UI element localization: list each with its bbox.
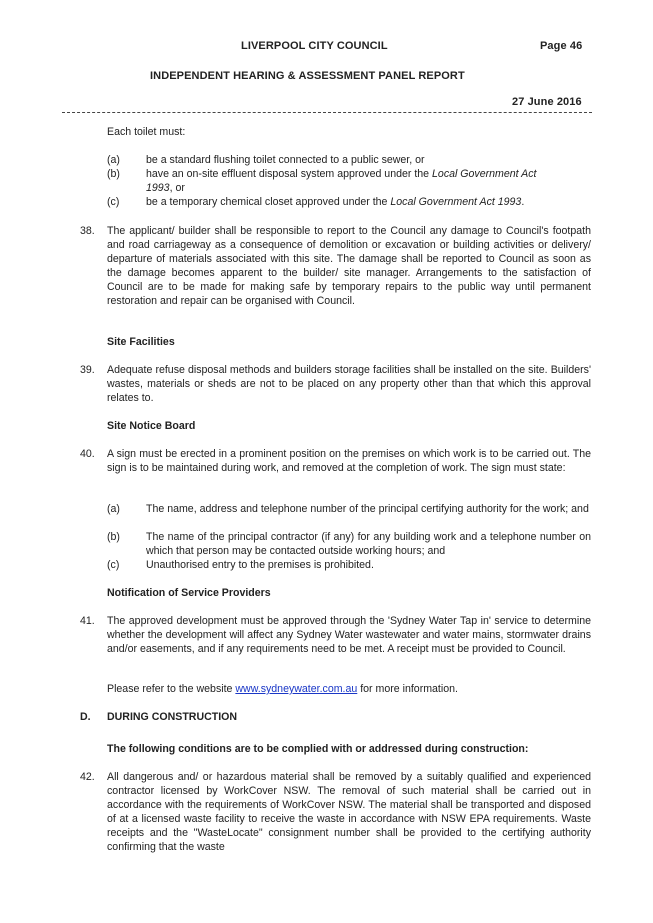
condition-39-text: Adequate refuse disposal methods and builders storage facilities shall be installed on the site. Builders' wastes, materials or sheds are not to be placed on any property other than that which this approval relates to. <box>107 364 591 404</box>
section-title: DURING CONSTRUCTION <box>107 711 238 723</box>
condition-38-text: The applicant/ builder shall be responsible to report to the Council any damage to Council's footpath and road carriageway as a consequence of demolition or excavation or building activities or delivery/ departure of materials associated with this site. The damage shall be reported to Council as soon as the damage becomes apparent to the builder/ site manager. Arrangements to the satisfaction of Council are to be made for making safe by temporary repairs to the public way until permanent restoration and repair can be organised with Council. <box>107 225 591 307</box>
condition-number: 38. <box>80 225 95 237</box>
toilet-option-b <box>146 168 546 196</box>
toilet-intro: Each toilet must: <box>107 126 186 138</box>
website-reference-tail: for more information. <box>357 683 458 695</box>
council-name: LIVERPOOL CITY COUNCIL <box>241 40 388 52</box>
website-reference-text: Please refer to the website <box>107 683 233 695</box>
toilet-option-c-text: be a temporary chemical closet approved under the <box>146 196 388 208</box>
toilet-option-c <box>146 196 591 210</box>
condition-40-text: A sign must be erected in a prominent position on the premises on which work is to be carried out. The sign is to be maintained during work, and removed at the completion of work. The sign must state: <box>107 448 591 474</box>
act-reference: Local Government Act 1993 <box>146 168 537 194</box>
act-reference: Local Government Act 1993 <box>390 196 522 208</box>
toilet-option-c-tail: . <box>521 196 525 208</box>
section-label: D. <box>80 711 91 723</box>
condition-number: 39. <box>80 364 95 376</box>
site-facilities-heading: Site Facilities <box>107 336 175 348</box>
condition-number: 42. <box>80 771 95 783</box>
list-label: (a) <box>107 503 120 515</box>
condition-42-text: All dangerous and/ or hazardous material shall be removed by a suitably qualified and experienced contractor licensed by WorkCover NSW. The removal of such material shall be carried out in accordance with the requirements of WorkCover NSW. The material shall be transported and disposed of at a licensed waste facility to receive the waste in accordance with NSW EPA requirements. Waste receipts and the "WasteLocate" consignment number shall be provided to the certifying authority confirming that the waste <box>107 771 591 853</box>
sign-item-b: The name of the principal contractor (if any) for any building work and a telephone number on which that person may be contacted outside working hours; and <box>146 531 591 557</box>
toilet-option-b-text: have an on-site effluent disposal system approved under the <box>146 168 430 180</box>
page-number: Page 46 <box>540 40 583 52</box>
condition-41-text: The approved development must be approved through the 'Sydney Water Tap in' service to determine whether the development will affect any Sydney Water wastewater and water mains, stormwater drains and/or easements, and if any requirements need to be met. A receipt must be provided to Council. <box>107 615 591 655</box>
header-divider <box>62 112 592 113</box>
sydney-water-link[interactable]: www.sydneywater.com.au <box>235 683 358 695</box>
list-label: (b) <box>107 168 120 180</box>
list-label: (c) <box>107 559 120 571</box>
list-label: (c) <box>107 196 120 208</box>
list-label: (b) <box>107 531 120 543</box>
report-title: INDEPENDENT HEARING & ASSESSMENT PANEL REPORT <box>150 70 465 82</box>
list-label: (a) <box>107 154 120 166</box>
condition-number: 40. <box>80 448 95 460</box>
section-subheading: The following conditions are to be complied with or addressed during construction: <box>107 743 529 755</box>
sign-item-a: The name, address and telephone number of the principal certifying authority for the work; and <box>146 503 589 515</box>
sign-item-c: Unauthorised entry to the premises is prohibited. <box>146 559 374 571</box>
website-reference <box>107 683 458 697</box>
condition-number: 41. <box>80 615 95 627</box>
notification-heading: Notification of Service Providers <box>107 587 271 599</box>
toilet-option-a: be a standard flushing toilet connected to a public sewer, or <box>146 154 425 166</box>
report-date: 27 June 2016 <box>512 96 582 108</box>
site-notice-heading: Site Notice Board <box>107 420 196 432</box>
toilet-option-b-tail: , or <box>169 181 185 194</box>
